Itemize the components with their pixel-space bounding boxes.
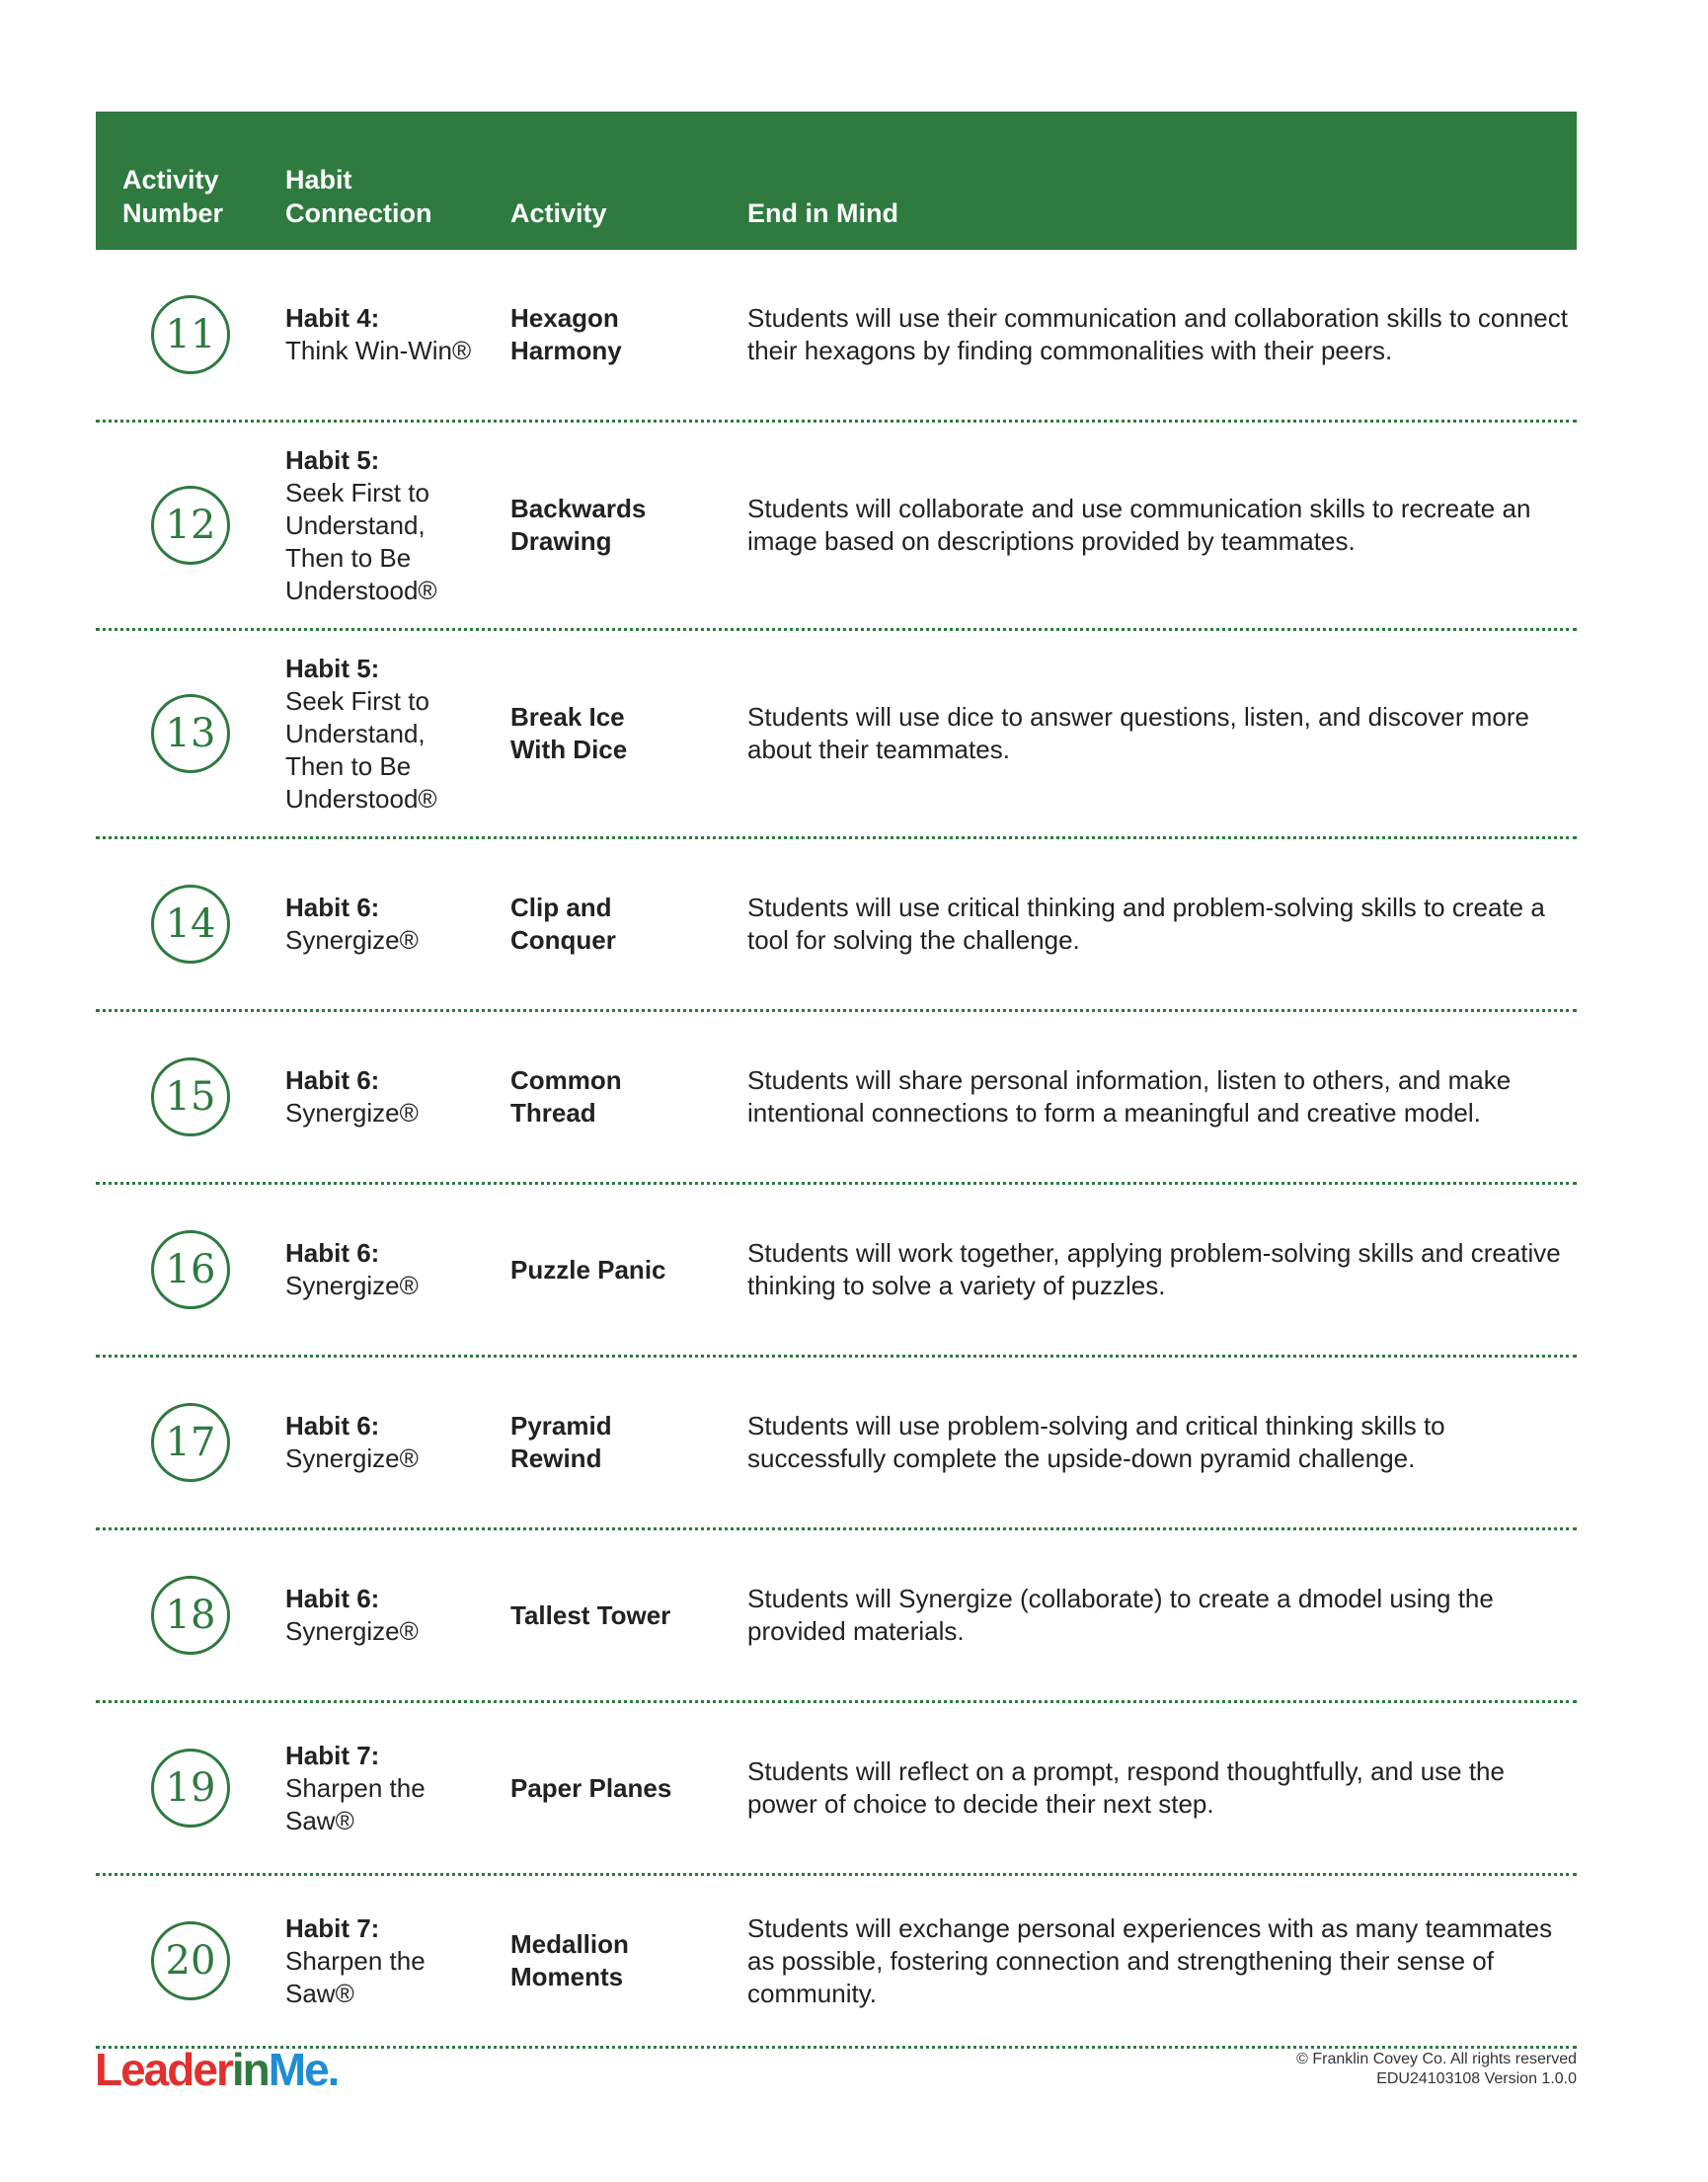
activity-name: Clip and Conquer [510, 893, 616, 955]
habit-name: Sharpen the Saw® [285, 1772, 426, 1835]
habit-name: Sharpen the Saw® [285, 1945, 426, 2008]
habit-connection [285, 653, 437, 816]
habit-connection [285, 444, 437, 607]
end-in-mind: Students will exchange personal experiences with as many teammates as possible, fostering connection and strengthening their sense of community. [747, 1912, 1553, 2008]
activity-name: Break Ice With Dice [510, 702, 628, 764]
activity-number-badge: 13 [151, 694, 230, 773]
table-row [96, 1876, 1577, 2049]
document-code: EDU24103108 Version 1.0.0 [1376, 2070, 1577, 2087]
habit-title: Habit 6: [285, 893, 380, 922]
table-row [96, 1703, 1577, 1876]
activity-number-badge: 11 [151, 295, 230, 374]
activity-number-badge: 12 [151, 486, 230, 565]
habit-name: Think Win-Win® [285, 336, 472, 365]
activity-name: Paper Planes [510, 1772, 672, 1803]
activity-number-badge: 15 [151, 1057, 230, 1136]
table-row [96, 1530, 1577, 1703]
habit-name: Synergize® [285, 1271, 419, 1300]
habit-connection [285, 1740, 426, 1837]
table-row [96, 839, 1577, 1012]
end-in-mind: Students will use problem-solving and critical thinking skills to successfully complete the upside-down pyramid challenge. [747, 1411, 1445, 1473]
activity-number-badge: 14 [151, 885, 230, 964]
leader-in-me-logo: LeaderinMe. [95, 2044, 339, 2095]
habit-name: Synergize® [285, 925, 419, 955]
end-in-mind: Students will share personal information, listen to others, and make intentional connections to form a meaningful and creative model. [747, 1065, 1512, 1128]
end-in-mind: Students will work together, applying problem-solving skills and creative thinking to solve a variety of puzzles. [747, 1238, 1561, 1300]
table-row [96, 250, 1577, 423]
habit-connection [285, 1912, 426, 2010]
habit-name: Seek First to Understand, Then to Be Understood® [285, 685, 437, 814]
habit-title: Habit 5: [285, 653, 380, 683]
habit-connection [285, 1583, 419, 1648]
header-end-in-mind: End in Mind [747, 198, 898, 228]
habit-title: Habit 6: [285, 1238, 380, 1268]
habit-name: Synergize® [285, 1098, 419, 1128]
activity-number-badge: 17 [151, 1403, 230, 1482]
activity-name: Medallion Moments [510, 1929, 629, 1991]
header-activity-number: Activity Number [122, 165, 224, 228]
header-habit-connection: Habit Connection [285, 165, 432, 228]
end-in-mind: Students will use dice to answer questions, listen, and discover more about their teammates. [747, 702, 1529, 764]
activity-table [96, 250, 1577, 2049]
habit-connection [285, 1237, 419, 1302]
end-in-mind: Students will use their communication and collaboration skills to connect their hexagons by finding commonalities with their peers. [747, 303, 1568, 365]
activity-name: Pyramid Rewind [510, 1411, 612, 1473]
copyright-notice [1296, 2050, 1577, 2089]
habit-connection [285, 1410, 419, 1475]
activity-name: Common Thread [510, 1065, 622, 1128]
copyright-text: © Franklin Covey Co. All rights reserved [1296, 2051, 1577, 2067]
habit-connection [285, 892, 419, 957]
table-row [96, 423, 1577, 631]
activity-number-badge: 18 [151, 1576, 230, 1655]
habit-title: Habit 4: [285, 303, 380, 333]
table-row [96, 631, 1577, 839]
habit-connection [285, 302, 471, 367]
activity-number-badge: 16 [151, 1230, 230, 1309]
habit-title: Habit 7: [285, 1912, 380, 1943]
habit-title: Habit 6: [285, 1411, 380, 1441]
header-activity: Activity [510, 198, 607, 228]
table-header [96, 112, 1577, 250]
end-in-mind: Students will reflect on a prompt, respond thoughtfully, and use the power of choice to decide their next step. [747, 1756, 1505, 1819]
habit-title: Habit 6: [285, 1584, 380, 1613]
table-row [96, 1358, 1577, 1530]
habit-title: Habit 6: [285, 1065, 380, 1095]
habit-name: Synergize® [285, 1443, 419, 1473]
habit-title: Habit 7: [285, 1740, 380, 1770]
table-row [96, 1185, 1577, 1358]
activity-name: Hexagon Harmony [510, 303, 622, 365]
activity-name: Puzzle Panic [510, 1254, 666, 1285]
habit-title: Habit 5: [285, 444, 380, 475]
table-row [96, 1012, 1577, 1185]
activity-name: Tallest Tower [510, 1599, 671, 1630]
habit-name: Seek First to Understand, Then to Be Understood® [285, 477, 437, 605]
habit-name: Synergize® [285, 1616, 419, 1646]
activity-number-badge: 19 [151, 1749, 230, 1828]
end-in-mind: Students will Synergize (collaborate) to create a dmodel using the provided materials. [747, 1584, 1494, 1646]
end-in-mind: Students will collaborate and use communication skills to recreate an image based on descriptions provided by teammates. [747, 494, 1531, 556]
end-in-mind: Students will use critical thinking and problem-solving skills to create a tool for solving the challenge. [747, 893, 1545, 955]
habit-connection [285, 1064, 419, 1130]
activity-name: Backwards Drawing [510, 494, 647, 556]
activity-number-badge: 20 [151, 1921, 230, 2000]
